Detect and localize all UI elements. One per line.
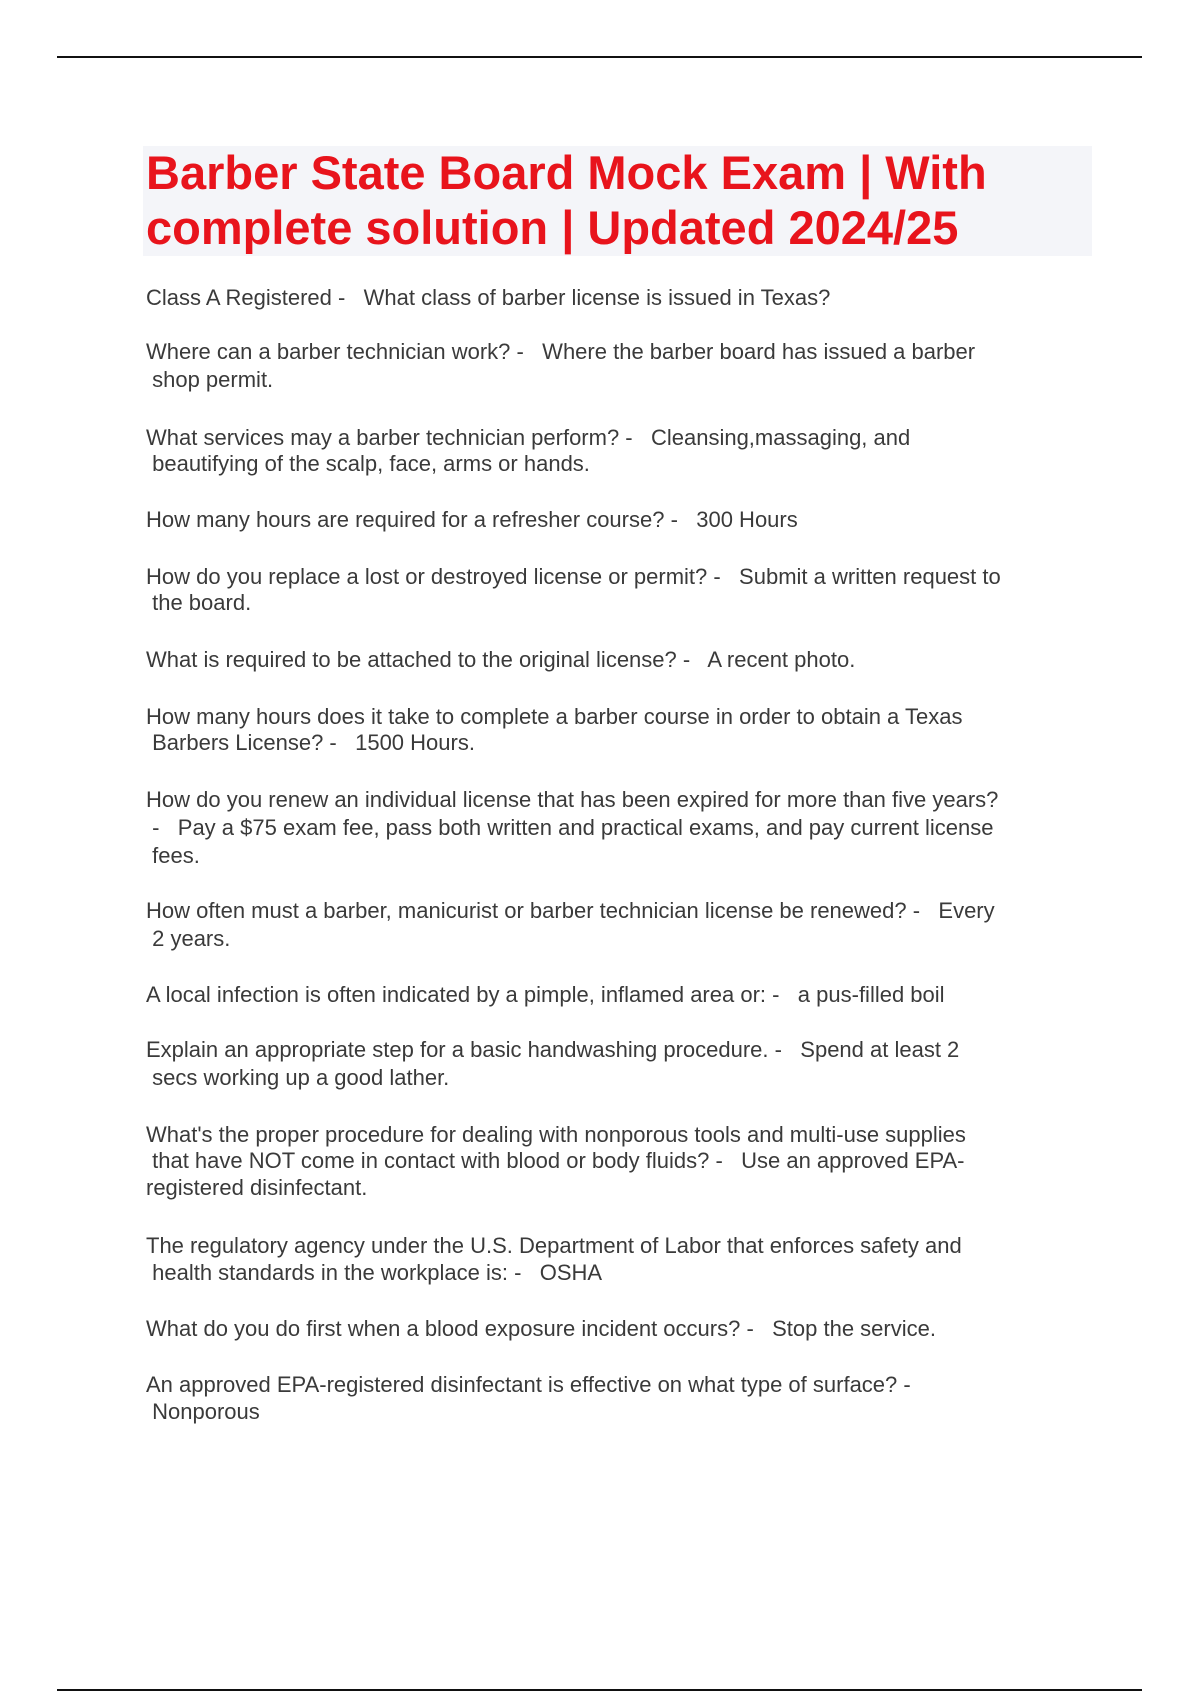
qa-line: health standards in the workplace is: - OSHA — [146, 1260, 603, 1285]
qa-line: - Pay a $75 exam fee, pass both written and practical exams, and pay current license — [146, 815, 994, 840]
qa-line: How do you renew an individual license that has been expired for more than five years? — [146, 787, 999, 812]
qa-line: 2 years. — [146, 926, 231, 951]
qa-line: What services may a barber technician perform? - Cleansing,massaging, and — [146, 425, 911, 450]
title-line-1: Barber State Board Mock Exam | With — [146, 146, 987, 199]
qa-line: An approved EPA-registered disinfectant is effective on what type of surface? - — [146, 1372, 911, 1397]
top-rule — [57, 56, 1142, 58]
qa-line: Where can a barber technician work? - Where the barber board has issued a barber — [146, 339, 976, 364]
qa-line: What's the proper procedure for dealing with nonporous tools and multi-use supplies — [146, 1122, 966, 1147]
qa-line: Explain an appropriate step for a basic handwashing procedure. - Spend at least 2 — [146, 1037, 960, 1062]
qa-line: What do you do first when a blood exposure incident occurs? - Stop the service. — [146, 1316, 936, 1341]
qa-line: beautifying of the scalp, face, arms or hands. — [146, 451, 590, 476]
qa-line: The regulatory agency under the U.S. Department of Labor that enforces safety and — [146, 1233, 962, 1258]
document-title — [146, 145, 1086, 255]
qa-line: How do you replace a lost or destroyed license or permit? - Submit a written request to — [146, 564, 1001, 589]
qa-line: fees. — [146, 843, 200, 868]
qa-line: Barbers License? - 1500 Hours. — [146, 730, 475, 755]
qa-line: shop permit. — [146, 367, 274, 392]
qa-line: Nonporous — [146, 1399, 260, 1424]
qa-line: the board. — [146, 590, 252, 615]
qa-line: secs working up a good lather. — [146, 1065, 450, 1090]
qa-line: A local infection is often indicated by a pimple, inflamed area or: - a pus-filled boil — [146, 982, 945, 1007]
title-line-2: complete solution | Updated 2024/25 — [146, 201, 959, 254]
bottom-rule — [57, 1689, 1142, 1691]
qa-line: How many hours does it take to complete a barber course in order to obtain a Texas — [146, 704, 963, 729]
qa-line: Class A Registered - What class of barber license is issued in Texas? — [146, 285, 831, 310]
qa-line: What is required to be attached to the original license? - A recent photo. — [146, 647, 856, 672]
qa-line: How often must a barber, manicurist or barber technician license be renewed? - Every — [146, 898, 995, 923]
qa-line: How many hours are required for a refresher course? - 300 Hours — [146, 507, 798, 532]
qa-line: registered disinfectant. — [146, 1175, 368, 1200]
qa-line: that have NOT come in contact with blood or body fluids? - Use an approved EPA- — [146, 1148, 965, 1173]
